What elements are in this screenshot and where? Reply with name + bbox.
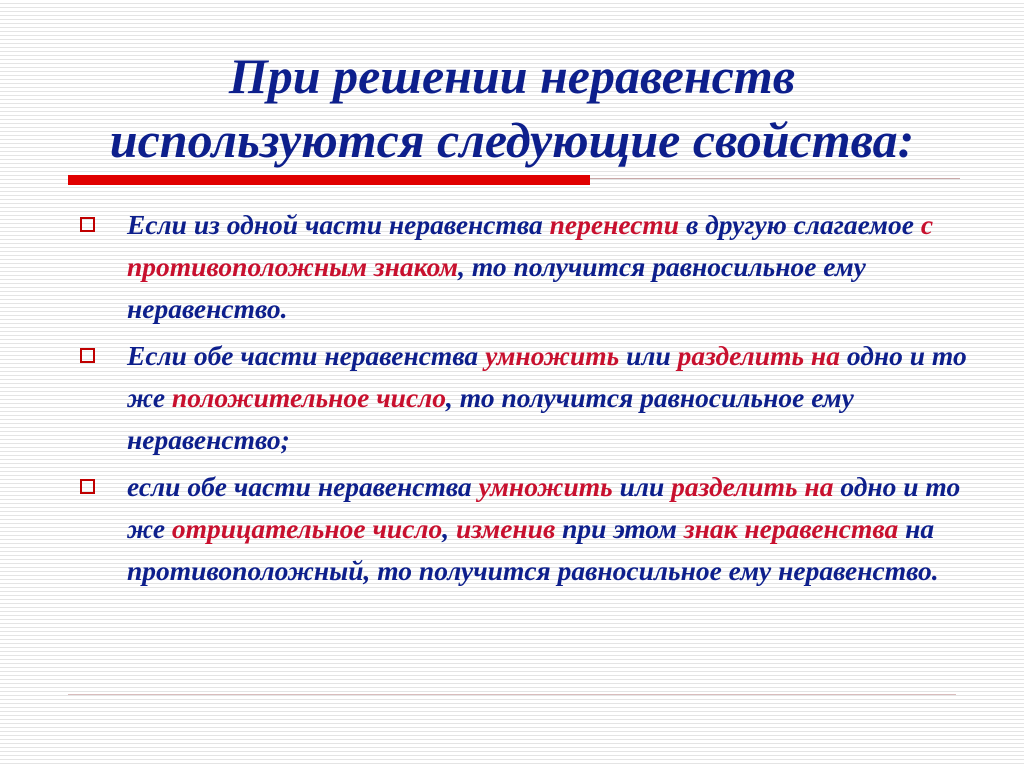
title-underline-red-bar <box>68 175 590 185</box>
emphasis-text: разделить на <box>671 471 834 502</box>
emphasis-text: разделить на <box>677 340 840 371</box>
slide-title-line-1: При решении неравенств <box>228 48 796 104</box>
emphasis-text: изменив <box>456 513 556 544</box>
body-text: одно и то же <box>127 471 961 544</box>
body-text: или <box>619 340 678 371</box>
body-text: одно и то же <box>127 340 967 413</box>
properties-list <box>76 204 976 597</box>
emphasis-text: отрицательное число <box>171 513 443 544</box>
property-3-text <box>127 471 960 586</box>
property-1-text <box>127 209 933 324</box>
emphasis-text: с противоположным знаком <box>127 209 934 282</box>
body-text: Если из одной части неравенства <box>127 209 550 240</box>
hollow-square-bullet-icon <box>80 217 95 232</box>
bottom-divider <box>68 694 956 695</box>
body-text: , <box>442 513 457 544</box>
body-text: в другую слагаемое <box>679 209 921 240</box>
emphasis-text: перенести <box>549 209 680 240</box>
emphasis-text: знак неравенства <box>683 513 899 544</box>
slide-title <box>40 44 984 172</box>
emphasis-text: умножить <box>478 471 613 502</box>
body-text: если обе части неравенства <box>127 471 479 502</box>
property-item-1 <box>76 204 976 330</box>
body-text: при этом <box>555 513 684 544</box>
body-text: или <box>612 471 672 502</box>
emphasis-text: положительное число <box>171 382 447 413</box>
body-text: Если обе части неравенства <box>127 340 486 371</box>
emphasis-text: умножить <box>485 340 620 371</box>
body-text: , то получится равносильное ему неравенство; <box>127 382 854 455</box>
property-item-2 <box>76 335 976 461</box>
property-item-3 <box>76 466 976 592</box>
body-text: на противоположный, то получится равносильное ему неравенство. <box>127 513 939 586</box>
hollow-square-bullet-icon <box>80 348 95 363</box>
body-text: , то получится равносильное ему неравенство. <box>127 251 866 324</box>
property-2-text <box>127 340 967 455</box>
slide-title-line-2: используются следующие свойства: <box>109 112 915 168</box>
hollow-square-bullet-icon <box>80 479 95 494</box>
